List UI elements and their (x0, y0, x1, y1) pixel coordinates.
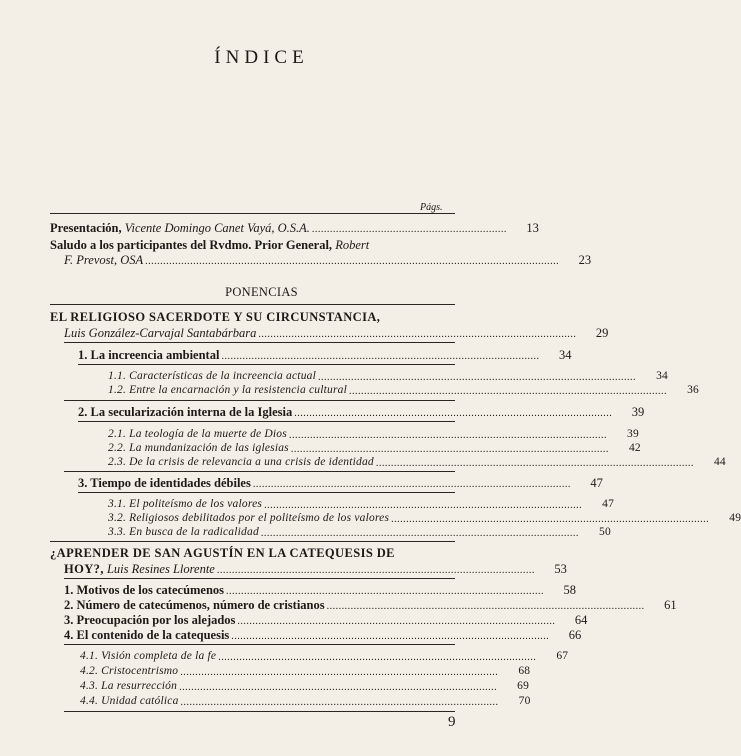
entry-author: Vicente Domingo Canet Vayá, O.S.A. (124, 221, 310, 235)
page-ref: 36 (687, 384, 699, 396)
page-ref: 67 (556, 650, 569, 662)
toc-entry-3[interactable] (78, 476, 603, 491)
dot-leader: .......................................................................................................... (218, 652, 537, 663)
dot-leader: .......................................................................................................... (179, 682, 498, 693)
dot-leader: .......................................................................................................... (237, 616, 556, 627)
entry-title: 1.2. Entre la encarnación y la resistencia cultural (108, 384, 347, 396)
entry-title: 4. El contenido de la catequesis (64, 628, 230, 642)
toc-entry-2-3[interactable] (108, 455, 726, 470)
entry-title: 4.1. Visión completa de la fe (80, 650, 217, 662)
dot-leader: .......................................................................................................... (216, 565, 535, 576)
divider (78, 421, 455, 422)
page-ref: 69 (517, 680, 530, 692)
toc-entry-3-3[interactable] (108, 525, 611, 540)
toc-entry-2-1[interactable] (108, 427, 639, 442)
divider (78, 492, 455, 493)
divider (50, 541, 455, 542)
divider (64, 578, 455, 579)
entry-title: 3.1. El politeísmo de los valores (108, 498, 263, 510)
dot-leader: .......................................................................................................... (326, 601, 645, 612)
divider (50, 304, 455, 305)
entry-title: Saludo a los participantes del Rvdmo. Prior General, (50, 238, 333, 252)
page-ref: 47 (602, 498, 615, 510)
section-heading-ponencias: PONENCIAS (225, 285, 298, 299)
page-ref: 34 (656, 370, 668, 382)
dot-leader: ................................................................. (311, 224, 507, 235)
entry-title: 1. Motivos de los catecúmenos (64, 583, 225, 597)
dot-leader: .......................................................................................................... (294, 408, 613, 419)
dot-leader: .......................................................................................................... (180, 667, 499, 678)
entry-title: 1.1. Características de la increencia actual (108, 370, 316, 382)
divider (64, 400, 455, 401)
toc-entry-p2-1[interactable] (64, 583, 577, 598)
toc-entry-saludo[interactable] (64, 253, 592, 268)
dot-leader: .......................................................................................................... (288, 430, 607, 441)
entry-title: HOY?, (64, 562, 104, 576)
page-ref: 64 (574, 613, 588, 627)
dot-leader: .......................................................................................................... (290, 444, 609, 455)
toc-entry-p2-3[interactable] (64, 613, 588, 628)
entry-title: 2. Número de catecúmenos, número de cristianos (64, 598, 325, 612)
dot-leader: .......................................................................................................... (391, 514, 710, 525)
toc-entry-3-1[interactable] (108, 497, 615, 512)
entry-title: 3. Preocupación por los alejados (64, 613, 236, 627)
page-ref: 50 (599, 526, 611, 538)
toc-entry-saludo-line1[interactable] (50, 238, 369, 253)
entry-title: 3.2. Religiosos debilitados por el politeísmo de los valores (108, 512, 390, 524)
page-ref: 34 (558, 348, 572, 362)
entry-author: F. Prevost, OSA (64, 253, 144, 267)
page-ref: 49 (729, 512, 741, 524)
dot-leader: .......................................................................................................... (231, 631, 550, 642)
divider (64, 471, 455, 472)
dot-leader: .......................................................................................................... (375, 458, 694, 469)
toc-entry-p2-4[interactable] (64, 628, 582, 643)
entry-author: Luis Resines Llorente (106, 562, 215, 576)
entry-title: 3.3. En busca de la radicalidad (108, 526, 259, 538)
page-ref: 61 (664, 598, 677, 612)
page-ref: 68 (518, 665, 531, 677)
divider (64, 644, 455, 645)
entry-title: 2.2. La mundanización de las iglesias (108, 442, 289, 454)
entry-title: 4.2. Cristocentrismo (80, 665, 179, 677)
dot-leader: .......................................................................................................... (349, 386, 667, 397)
toc-entry-p2-4-3[interactable] (80, 679, 530, 694)
page-number: 9 (448, 714, 456, 730)
entry-title: 3. Tiempo de identidades débiles (78, 476, 251, 490)
page-ref: 39 (627, 428, 639, 440)
page-ref: 70 (518, 695, 531, 707)
page-ref: 53 (554, 562, 567, 576)
divider (64, 342, 455, 343)
page-ref: 42 (628, 442, 641, 454)
pages-column-label: Págs. (420, 202, 443, 213)
toc-entry-part2[interactable] (64, 562, 567, 577)
entry-title: 2. La secularización interna de la Iglesia (78, 405, 293, 419)
header-rule (50, 213, 455, 214)
toc-entry-p2-4-1[interactable] (80, 649, 569, 664)
entry-author: Luis González-Carvajal Santabárbara (64, 326, 257, 340)
page-ref: 29 (595, 326, 609, 340)
dot-leader: .......................................................................................................... (264, 500, 583, 511)
toc-entry-1[interactable] (78, 348, 572, 363)
entry-title: Presentación, (50, 221, 122, 235)
dot-leader: .......................................................................................................... (260, 528, 579, 539)
page-ref: 39 (631, 405, 645, 419)
entry-title: 2.1. La teología de la muerte de Dios (108, 428, 287, 440)
dot-leader: .......................................................................................................... (180, 697, 499, 708)
toc-entry-1-1[interactable] (108, 369, 668, 384)
dot-leader: .......................................................................................................................................... (145, 256, 560, 267)
toc-entry-3-2[interactable] (108, 511, 741, 526)
entry-title: 4.4. Unidad católica (80, 695, 179, 707)
divider (78, 364, 455, 365)
toc-entry-2[interactable] (78, 405, 645, 420)
toc-entry-p2-2[interactable] (64, 598, 677, 613)
divider (64, 711, 455, 712)
part1-heading[interactable]: EL RELIGIOSO SACERDOTE Y SU CIRCUNSTANCIA, (50, 310, 381, 324)
entry-title: 4.3. La resurrección (80, 680, 178, 692)
part2-heading[interactable]: ¿APRENDER DE SAN AGUSTÍN EN LA CATEQUESIS DE (50, 546, 395, 560)
page-ref: 58 (563, 583, 577, 597)
entry-title: 2.3. De la crisis de relevancia a una crisis de identidad (108, 456, 374, 468)
dot-leader: .......................................................................................................... (252, 479, 571, 490)
page-title: ÍNDICE (214, 47, 309, 68)
toc-entry-part1[interactable] (64, 326, 609, 341)
toc-entry-2-2[interactable] (108, 441, 641, 456)
page-ref: 44 (713, 456, 726, 468)
entry-title: 1. La increencia ambiental (78, 348, 220, 362)
dot-leader: .......................................................................................................... (226, 586, 545, 597)
entry-author: Robert (335, 238, 370, 252)
page-ref: 47 (590, 476, 603, 490)
dot-leader: .......................................................................................................... (318, 372, 636, 383)
toc-entry-p2-4-2[interactable] (80, 664, 531, 679)
page-ref: 23 (578, 253, 592, 267)
page-ref: 13 (526, 221, 539, 235)
page-ref: 66 (568, 628, 582, 642)
dot-leader: .......................................................................................................... (221, 351, 540, 362)
toc-entry-p2-4-4[interactable] (80, 694, 531, 709)
toc-entry-1-2[interactable] (108, 383, 699, 398)
dot-leader: .......................................................................................................... (258, 329, 577, 340)
toc-entry-presentacion[interactable] (50, 221, 539, 236)
